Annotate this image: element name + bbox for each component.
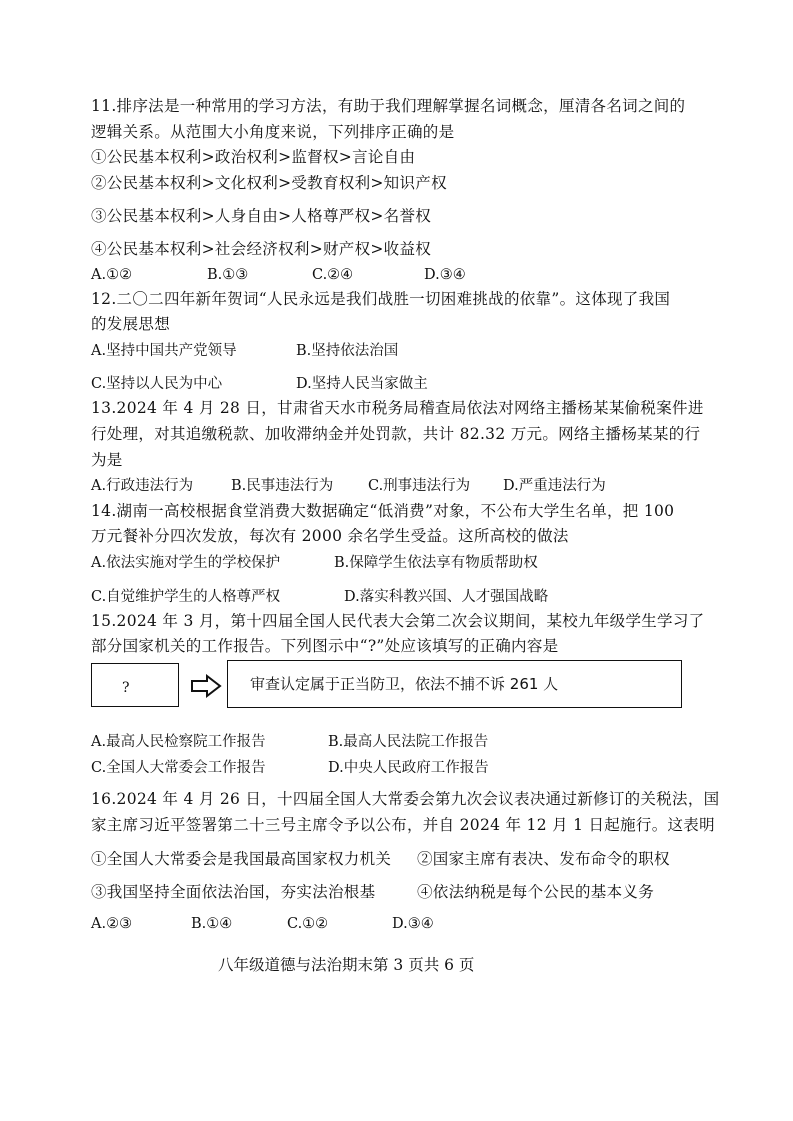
q11-item-1: ①公民基本权利>政治权利>监督权>言论自由 — [91, 148, 416, 166]
q14-option-d: D.落实科教兴国、人才强国战略 — [344, 589, 549, 605]
diagram-result-box — [227, 660, 682, 708]
q12-stem-line1: 12.二〇二四年新年贺词“人民永远是我们战胜一切困难挑战的依靠”。这体现了我国 — [91, 290, 671, 308]
q15-option-c: C.全国人大常委会工作报告 — [91, 760, 266, 776]
q15-option-a: A.最高人民检察院工作报告 — [91, 734, 266, 750]
q12-option-c: C.坚持以人民为中心 — [91, 376, 223, 392]
q16-item-2: ②国家主席有表决、发布命令的职权 — [417, 850, 670, 868]
q11-item-4: ④公民基本权利>社会经济权利>财产权>收益权 — [91, 240, 432, 258]
q13-stem-line1: 13.2024 年 4 月 28 日，甘肃省天水市税务局稽查局依法对网络主播杨某某偷税案件进 — [91, 399, 704, 417]
q11-option-c: C.②④ — [312, 267, 354, 283]
q11-option-d: D.③④ — [424, 267, 466, 283]
page-footer: 八年级道德与法治期末第 3 页共 6 页 — [218, 956, 475, 974]
q11-option-a: A.①② — [91, 267, 133, 283]
q15-stem-line1: 15.2024 年 3 月，第十四届全国人民代表大会第二次会议期间，某校九年级学生学习了 — [91, 612, 705, 630]
q15-option-d: D.中央人民政府工作报告 — [328, 760, 489, 776]
q11-item-2: ②公民基本权利>文化权利>受教育权利>知识产权 — [91, 174, 447, 192]
q12-option-d: D.坚持人民当家做主 — [296, 376, 428, 392]
q13-stem-line3: 为是 — [91, 451, 123, 469]
q14-option-c: C.自觉维护学生的人格尊严权 — [91, 589, 281, 605]
q13-option-c: C.刑事违法行为 — [368, 478, 471, 494]
diagram-question-mark: ? — [122, 680, 130, 696]
q13-option-d: D.严重违法行为 — [503, 478, 606, 494]
arrow-right-icon — [190, 674, 222, 698]
q16-item-1: ①全国人大常委会是我国最高国家权力机关 — [91, 850, 392, 868]
q13-option-b: B.民事违法行为 — [231, 478, 334, 494]
q11-option-b: B.①③ — [207, 267, 249, 283]
q14-stem-line2: 万元餐补分四次发放，每次有 2000 余名学生受益。这所高校的做法 — [91, 527, 569, 545]
q16-option-d: D.③④ — [392, 916, 434, 932]
q15-stem-line2: 部分国家机关的工作报告。下列图示中“?”处应该填写的正确内容是 — [91, 637, 559, 655]
q12-option-b: B.坚持依法治国 — [296, 343, 399, 359]
q16-item-3: ③我国坚持全面依法治国，夯实法治根基 — [91, 883, 376, 901]
q12-stem-line2: 的发展思想 — [91, 315, 171, 333]
q16-option-c: C.①② — [287, 916, 329, 932]
q13-option-a: A.行政违法行为 — [91, 478, 194, 494]
q14-stem-line1: 14.湖南一高校根据食堂消费大数据确定“低消费”对象，不公布大学生名单，把 100 — [91, 502, 675, 520]
q15-option-b: B.最高人民法院工作报告 — [328, 734, 489, 750]
q16-stem-line1: 16.2024 年 4 月 26 日，十四届全国人大常委会第九次会议表决通过新修订的关税法，国 — [91, 790, 720, 808]
q16-option-a: A.②③ — [91, 916, 133, 932]
diagram-question-box — [91, 663, 179, 707]
q11-stem-line2: 逻辑关系。从范围大小角度来说，下列排序正确的是 — [91, 123, 455, 141]
q12-option-a: A.坚持中国共产党领导 — [91, 343, 237, 359]
q11-stem-line1: 11.排序法是一种常用的学习方法，有助于我们理解掌握名词概念，厘清各名词之间的 — [91, 97, 686, 115]
q16-item-4: ④依法纳税是每个公民的基本义务 — [417, 883, 655, 901]
q13-stem-line2: 行处理，对其追缴税款、加收滞纳金并处罚款，共计 82.32 万元。网络主播杨某某的行 — [91, 425, 701, 443]
diagram-result-text: 审查认定属于正当防卫，依法不捕不诉 261 人 — [250, 675, 559, 693]
q11-item-3: ③公民基本权利>人身自由>人格尊严权>名誉权 — [91, 207, 432, 225]
q14-option-b: B.保障学生依法享有物质帮助权 — [334, 555, 538, 571]
q14-option-a: A.依法实施对学生的学校保护 — [91, 555, 281, 571]
q16-option-b: B.①④ — [191, 916, 233, 932]
q16-stem-line2: 家主席习近平签署第二十三号主席令予以公布，并自 2024 年 12 月 1 日起施行。这表明 — [91, 816, 715, 834]
